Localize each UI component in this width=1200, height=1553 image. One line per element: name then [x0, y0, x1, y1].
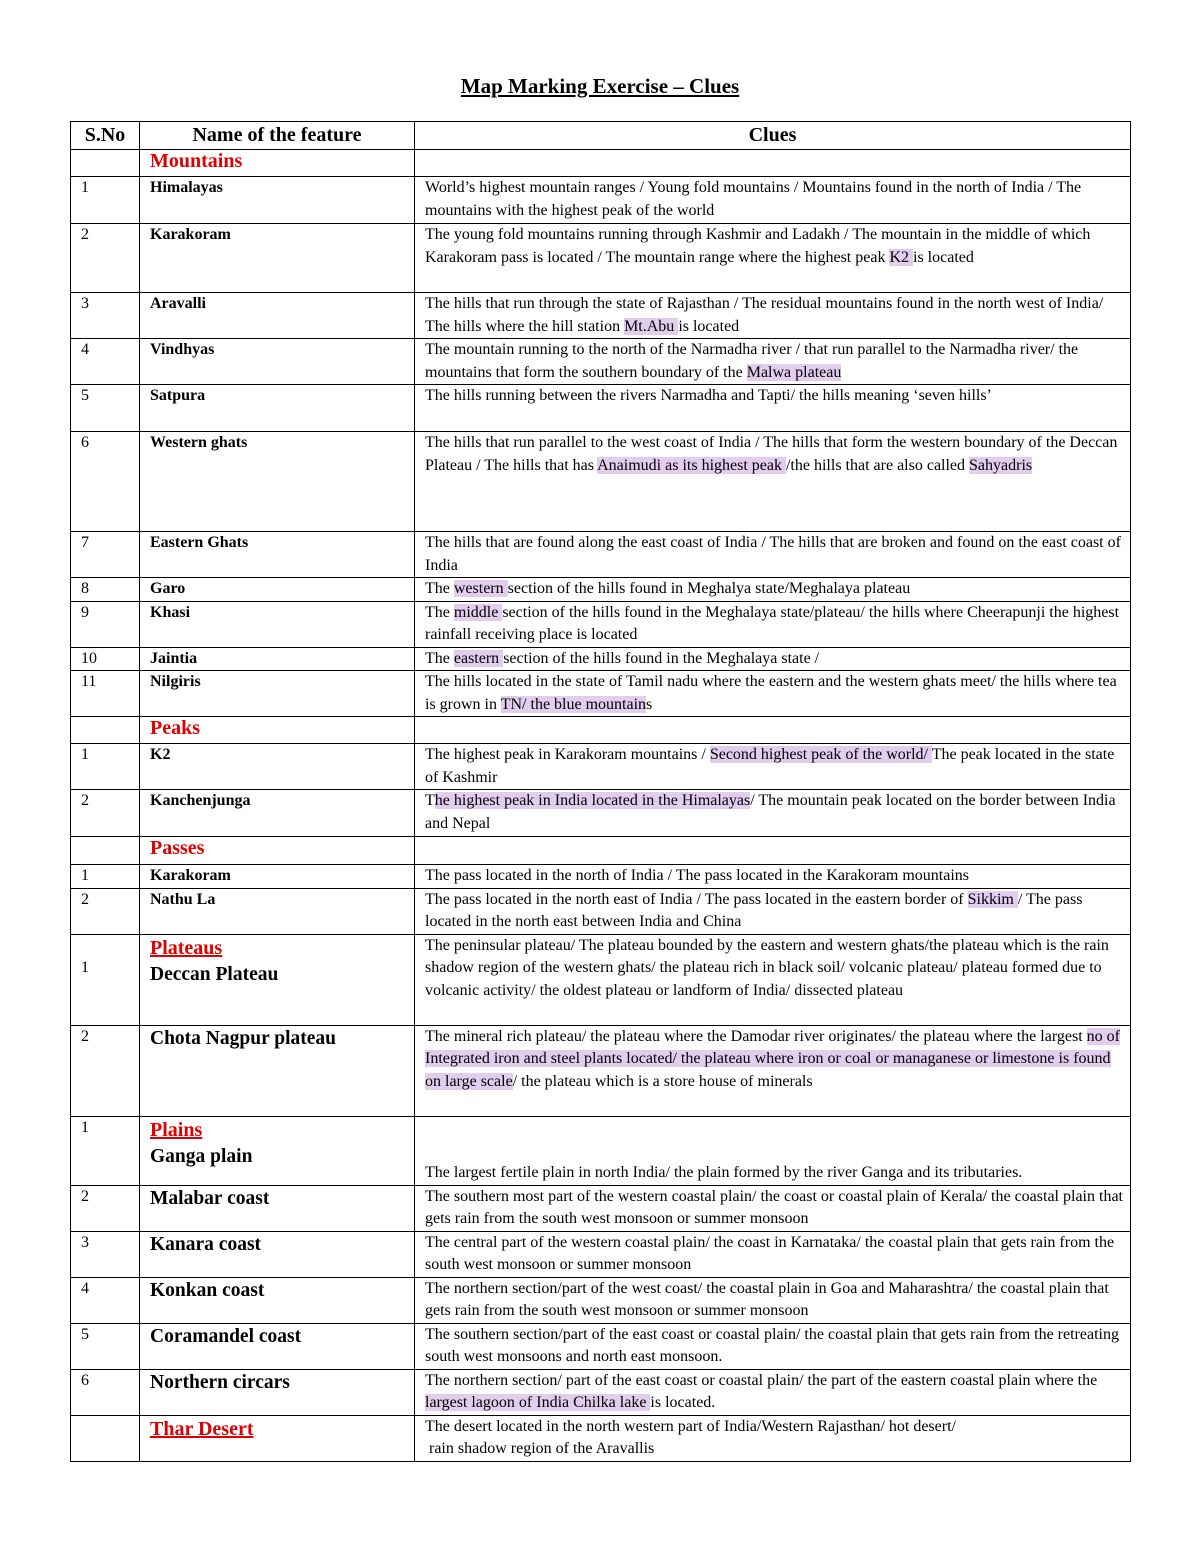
row-sno: 4 [71, 1277, 140, 1323]
highlight: he highest peak in India located in the Himalayas [434, 792, 751, 809]
feature-clue: The peninsular plateau/ The plateau bounded by the eastern and western ghats/the plateau which is the rain shadow region of the western ghats/ the plateau rich in black soil/ volcanic plateau/ plateau formed due to volcanic activity/ the oldest plateau or landform of India/ dissected plateau [415, 934, 1131, 1025]
feature-clue: The highest peak in India located in the Himalayas/ The mountain peak located on the border between India and Nepal [415, 790, 1131, 837]
feature-name: Northern circars [140, 1369, 415, 1415]
row-sno: 7 [71, 532, 140, 578]
document-title: Map Marking Exercise – Clues [460, 74, 740, 98]
header-sno: S.No [71, 122, 140, 150]
feature-name: Garo [140, 578, 415, 602]
table-row [71, 1323, 1131, 1369]
feature-clue: The northern section/part of the west coast/ the coastal plain in Goa and Maharashtra/ the coastal plain that gets rain from the south west monsoon or summer monsoon [415, 1277, 1131, 1323]
header-name: Name of the feature [140, 122, 415, 150]
highlight: Sikkim [967, 890, 1018, 908]
feature-name: Chota Nagpur plateau [140, 1025, 415, 1116]
row-sno: 6 [71, 432, 140, 532]
feature-name: Konkan coast [140, 1277, 415, 1323]
table-row [71, 1277, 1131, 1323]
table-row [71, 647, 1131, 671]
row-sno: 4 [71, 339, 140, 385]
row-sno: 3 [71, 293, 140, 339]
row-sno: 6 [71, 1369, 140, 1415]
feature-name: Jaintia [140, 647, 415, 671]
table-row [71, 744, 1131, 790]
table-row [71, 339, 1131, 385]
highlight: middle [453, 603, 503, 621]
feature-name: Khasi [140, 601, 415, 647]
feature-clue: The pass located in the north of India / The pass located in the Karakoram mountains [415, 865, 1131, 889]
section-row-mountains [71, 150, 1131, 177]
feature-clue: The mineral rich plateau/ the plateau where the Damodar river originates/ the plateau where the largest no of Integrated iron and steel plants located/ the plateau where iron or coal or managanese or limestone is found on large scale/ the plateau which is a store house of minerals [415, 1025, 1131, 1116]
row-sno: 5 [71, 1323, 140, 1369]
feature-clue: World’s highest mountain ranges / Young fold mountains / Mountains found in the north of India / The mountains with the highest peak of the world [415, 177, 1131, 224]
table-row [71, 1369, 1131, 1415]
feature-name: Plateaus Deccan Plateau [140, 934, 415, 1025]
highlight: Malwa plateau [746, 363, 842, 381]
section-heading-passes: Passes [150, 837, 205, 859]
table-row [71, 888, 1131, 934]
row-sno: 10 [71, 647, 140, 671]
feature-clue: The middle section of the hills found in the Meghalaya state/plateau/ the hills where Cheerapunji the highest rainfall receiving place is located [415, 601, 1131, 647]
feature-clue: The hills that run through the state of Rajasthan / The residual mountains found in the north west of India/ The hills where the hill station Mt.Abu is located [415, 293, 1131, 339]
row-sno: 1 [71, 934, 140, 1025]
section-heading-plateaus: Plateaus [150, 936, 223, 959]
section-heading-plains: Plains [150, 1118, 203, 1141]
table-row [71, 385, 1131, 432]
feature-name: Satpura [140, 385, 415, 432]
table-row [71, 1185, 1131, 1231]
feature-name: Western ghats [140, 432, 415, 532]
section-row-peaks [71, 717, 1131, 744]
highlight: no of Integrated iron and steel plants located/ the plateau where iron or coal or managanese or limestone is found on large scale [425, 1027, 1120, 1090]
header-row [71, 122, 1131, 150]
feature-name: Malabar coast [140, 1185, 415, 1231]
feature-clue: The hills located in the state of Tamil nadu where the eastern and the western ghats meet/ the hills where tea is grown in TN/ the blue mountains [415, 671, 1131, 717]
table-row [71, 293, 1131, 339]
feature-name: Eastern Ghats [140, 532, 415, 578]
feature-name: Coramandel coast [140, 1323, 415, 1369]
highlight: TN/ the blue mountain [500, 695, 647, 713]
feature-name: Plains Ganga plain [140, 1116, 415, 1185]
highlight: eastern [453, 649, 504, 667]
row-sno: 8 [71, 578, 140, 602]
feature-name: Kanchenjunga [140, 790, 415, 837]
feature-clue: The southern section/part of the east coast or coastal plain/ the coastal plain that gets rain from the retreating south west monsoons and north east monsoon. [415, 1323, 1131, 1369]
table-row [71, 1025, 1131, 1116]
section-heading-mountains: Mountains [150, 150, 243, 172]
row-sno: 1 [71, 1116, 140, 1185]
row-sno: 2 [71, 224, 140, 293]
row-sno: 1 [71, 177, 140, 224]
row-sno: 9 [71, 601, 140, 647]
highlight: Sahyadris [969, 456, 1033, 474]
row-sno: 1 [71, 744, 140, 790]
table-row [71, 224, 1131, 293]
feature-name [140, 1415, 415, 1461]
highlight: Second highest peak of the world/ [709, 746, 932, 763]
feature-name: Karakoram [140, 865, 415, 889]
table-row [71, 432, 1131, 532]
feature-clue: The largest fertile plain in north India/ the plain formed by the river Ganga and its tributaries. [415, 1116, 1131, 1185]
table-row [71, 601, 1131, 647]
feature-clue: The hills that run parallel to the west coast of India / The hills that form the western boundary of the Deccan Plateau / The hills that has Anaimudi as its highest peak /the hills that are also called Sahyadris [415, 432, 1131, 532]
feature-name: Kanara coast [140, 1231, 415, 1277]
table-row [71, 177, 1131, 224]
table-row [71, 1116, 1131, 1185]
row-sno [71, 1415, 140, 1461]
highlight: K2 [889, 248, 913, 266]
table-row [71, 865, 1131, 889]
feature-name: Vindhyas [140, 339, 415, 385]
row-sno: 2 [71, 1185, 140, 1231]
row-sno: 5 [71, 385, 140, 432]
feature-clue: The desert located in the north western part of India/Western Rajasthan/ hot desert/ rain shadow region of the Aravallis [415, 1415, 1131, 1461]
row-sno: 2 [71, 888, 140, 934]
row-sno: 11 [71, 671, 140, 717]
feature-clue: The eastern section of the hills found in the Meghalaya state / [415, 647, 1131, 671]
feature-clue: The western section of the hills found in Meghalya state/Meghalaya plateau [415, 578, 1131, 602]
feature-name: Karakoram [140, 224, 415, 293]
highlight: Mt.Abu [624, 317, 679, 335]
feature-clue: The southern most part of the western coastal plain/ the coast or coastal plain of Kerala/ the coastal plain that gets rain from the south west monsoon or summer monsoon [415, 1185, 1131, 1231]
feature-clue: The central part of the western coastal plain/ the coast in Karnataka/ the coastal plain that gets rain from the south west monsoon or summer monsoon [415, 1231, 1131, 1277]
table-row [71, 1231, 1131, 1277]
clues-table [70, 121, 1131, 1462]
feature-name: Himalayas [140, 177, 415, 224]
table-row [71, 671, 1131, 717]
table-row [71, 934, 1131, 1025]
feature-clue: The hills that are found along the east coast of India / The hills that are broken and found on the east coast of India [415, 532, 1131, 578]
feature-name: K2 [140, 744, 415, 790]
feature-clue: The mountain running to the north of the Narmadha river / that run parallel to the Narmadha river/ the mountains that form the southern boundary of the Malwa plateau [415, 339, 1131, 385]
feature-clue: The pass located in the north east of India / The pass located in the eastern border of Sikkim / The pass located in the north east between India and China [415, 888, 1131, 934]
table-row [71, 532, 1131, 578]
header-clues: Clues [415, 122, 1131, 150]
feature-name: Aravalli [140, 293, 415, 339]
table-row [71, 578, 1131, 602]
section-heading-thar-desert: Thar Desert [150, 1417, 254, 1440]
highlight: largest lagoon of India Chilka lake [425, 1394, 651, 1411]
feature-clue: The highest peak in Karakoram mountains / Second highest peak of the world/ The peak located in the state of Kashmir [415, 744, 1131, 790]
table-row [71, 790, 1131, 837]
row-sno: 2 [71, 1025, 140, 1116]
row-sno: 2 [71, 790, 140, 837]
section-heading-peaks: Peaks [150, 717, 200, 739]
feature-clue: The northern section/ part of the east coast or coastal plain/ the part of the eastern coastal plain where the largest lagoon of India Chilka lake is located. [415, 1369, 1131, 1415]
feature-clue: The young fold mountains running through Kashmir and Ladakh / The mountain in the middle of which Karakoram pass is located / The mountain range where the highest peak K2 is located [415, 224, 1131, 293]
feature-name: Nathu La [140, 888, 415, 934]
row-sno: 3 [71, 1231, 140, 1277]
highlight: Anaimudi as its highest peak [597, 456, 786, 474]
feature-name: Nilgiris [140, 671, 415, 717]
feature-clue: The hills running between the rivers Narmadha and Tapti/ the hills meaning ‘seven hills’ [415, 385, 1131, 432]
section-row-passes [71, 837, 1131, 865]
highlight: western [453, 580, 508, 597]
table-row [71, 1415, 1131, 1461]
row-sno: 1 [71, 865, 140, 889]
